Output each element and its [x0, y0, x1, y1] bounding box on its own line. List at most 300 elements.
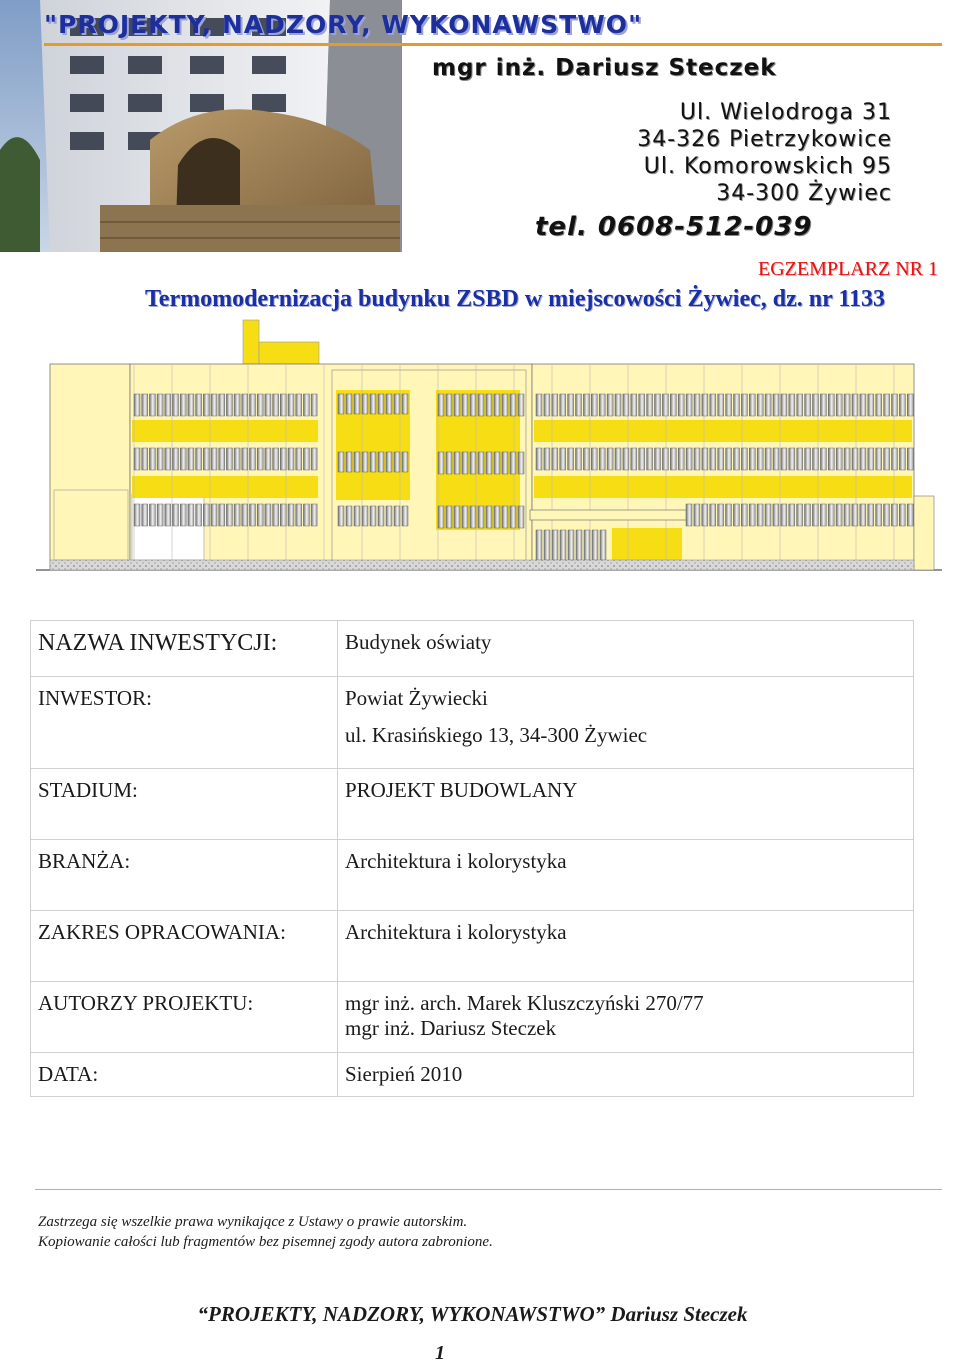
facade-window — [280, 504, 286, 526]
facade-window — [749, 394, 755, 416]
facade-window — [165, 504, 171, 526]
facade-window — [265, 394, 271, 416]
facade-window — [346, 506, 352, 526]
facade-window — [876, 448, 882, 470]
facade-window — [710, 504, 716, 526]
facade-window — [446, 394, 452, 416]
facade-window — [462, 506, 468, 528]
facade-window — [726, 448, 732, 470]
facade-window — [494, 506, 500, 528]
facade-window — [173, 504, 179, 526]
copyright-line: Zastrzega się wszelkie prawa wynikające z Ustawy o prawie autorskim. — [38, 1214, 468, 1230]
table-value-cell — [338, 769, 914, 840]
facade-window — [686, 448, 692, 470]
facade-window — [694, 394, 700, 416]
facade-window — [134, 394, 140, 416]
facade-window — [250, 504, 256, 526]
facade-window — [510, 452, 516, 474]
facade-window — [899, 394, 905, 416]
investor-name: Powiat Żywiecki — [345, 686, 488, 710]
table-row — [31, 982, 914, 1053]
facade-window — [568, 394, 574, 416]
facade-window — [568, 530, 574, 560]
facade-window — [670, 448, 676, 470]
facade-window — [884, 394, 890, 416]
facade-window — [288, 394, 294, 416]
facade-window — [196, 448, 202, 470]
author-name: mgr inż. arch. Marek Kluszczyński 270/77 — [345, 991, 704, 1015]
facade-window — [142, 448, 148, 470]
facade-window — [518, 394, 524, 416]
facade-window — [749, 448, 755, 470]
facade-window — [591, 448, 597, 470]
facade-window — [552, 530, 558, 560]
facade-window — [311, 394, 317, 416]
table-row — [31, 840, 914, 911]
facade-window — [470, 452, 476, 474]
facade-window — [536, 448, 542, 470]
investment-value: Budynek oświaty — [345, 630, 492, 654]
table-label-cell — [31, 840, 338, 911]
facade-window — [536, 394, 542, 416]
facade-window — [226, 504, 232, 526]
facade-window — [265, 504, 271, 526]
facade-window — [686, 394, 692, 416]
facade-window — [631, 448, 637, 470]
facade-window — [180, 448, 186, 470]
facade-window — [394, 394, 400, 414]
facade-window — [402, 506, 408, 526]
table-row — [31, 621, 914, 677]
facade-window — [296, 394, 302, 416]
facade-window — [180, 504, 186, 526]
facade-window — [718, 504, 724, 526]
facade-window — [288, 448, 294, 470]
facade-window — [734, 394, 740, 416]
facade-window — [142, 504, 148, 526]
facade-window — [591, 394, 597, 416]
facade-window — [844, 448, 850, 470]
facade-window — [797, 394, 803, 416]
table-label-cell — [31, 621, 338, 677]
facade-window — [828, 504, 834, 526]
facade-window — [662, 448, 668, 470]
facade-window — [899, 448, 905, 470]
facade-window — [773, 504, 779, 526]
facade-window — [478, 506, 484, 528]
facade-window — [828, 448, 834, 470]
facade-window — [592, 530, 598, 560]
scope-label: ZAKRES OPRACOWANIA: — [38, 920, 286, 944]
facade-window — [884, 448, 890, 470]
facade-window — [536, 530, 542, 560]
facade-window — [891, 504, 897, 526]
table-label-cell — [31, 911, 338, 982]
facade-window — [188, 448, 194, 470]
facade-window — [781, 394, 787, 416]
facade-window — [694, 448, 700, 470]
facade-window — [655, 394, 661, 416]
facade-window — [502, 394, 508, 416]
facade-window — [789, 394, 795, 416]
facade-window — [188, 504, 194, 526]
facade-window — [446, 506, 452, 528]
facade-window — [234, 394, 240, 416]
facade-window — [741, 394, 747, 416]
copyright-notice — [38, 1212, 493, 1252]
facade-window — [454, 506, 460, 528]
banner-phone: tel. 0608-512-039 — [535, 212, 813, 242]
facade-window — [470, 394, 476, 416]
facade-window — [257, 448, 263, 470]
facade-window — [560, 448, 566, 470]
facade-window — [860, 448, 866, 470]
facade-window — [552, 394, 558, 416]
facade-window — [741, 448, 747, 470]
stage-value: PROJEKT BUDOWLANY — [345, 778, 578, 802]
facade-window — [907, 448, 913, 470]
facade-window — [196, 504, 202, 526]
facade-window — [860, 394, 866, 416]
facade-window — [234, 504, 240, 526]
facade-window — [710, 394, 716, 416]
facade-window — [844, 504, 850, 526]
table-value-cell — [338, 911, 914, 982]
facade-window — [462, 452, 468, 474]
facade-window — [702, 504, 708, 526]
facade-window — [370, 506, 376, 526]
table-label-cell — [31, 982, 338, 1053]
facade-window — [805, 448, 811, 470]
facade-window — [470, 506, 476, 528]
facade-window — [868, 448, 874, 470]
copy-number-label: EGZEMPLARZ NR 1 — [758, 258, 938, 280]
facade-window — [607, 448, 613, 470]
facade-window — [899, 504, 905, 526]
facade-window — [576, 530, 582, 560]
facade-window — [486, 506, 492, 528]
date-label: DATA: — [38, 1062, 99, 1086]
facade-window — [454, 394, 460, 416]
facade-window — [797, 448, 803, 470]
facade-window — [639, 448, 645, 470]
facade-window — [486, 394, 492, 416]
facade-window — [584, 530, 590, 560]
facade-window — [813, 448, 819, 470]
facade-window — [726, 504, 732, 526]
facade-window — [615, 448, 621, 470]
facade-window — [165, 448, 171, 470]
facade-window — [741, 504, 747, 526]
facade-window — [836, 504, 842, 526]
facade-window — [820, 504, 826, 526]
facade-window — [820, 448, 826, 470]
page-number: 1 — [435, 1342, 445, 1364]
facade-window — [173, 448, 179, 470]
facade-window — [338, 452, 344, 472]
facade-window — [478, 452, 484, 474]
facade-window — [518, 506, 524, 528]
facade-window — [234, 448, 240, 470]
facade-window — [378, 452, 384, 472]
facade-window — [280, 394, 286, 416]
date-value: Sierpień 2010 — [345, 1062, 463, 1086]
facade-window — [346, 394, 352, 414]
facade-window — [781, 504, 787, 526]
facade-window — [157, 394, 163, 416]
facade-window — [805, 504, 811, 526]
facade-window — [303, 448, 309, 470]
facade-window — [196, 394, 202, 416]
facade-window — [242, 504, 248, 526]
table-row — [31, 769, 914, 840]
facade-window — [765, 448, 771, 470]
facade-window — [694, 504, 700, 526]
branch-label: BRANŻA: — [38, 849, 131, 873]
facade-window — [576, 448, 582, 470]
facade-window — [402, 394, 408, 414]
facade-window — [311, 448, 317, 470]
facade-window — [852, 448, 858, 470]
facade-window — [142, 394, 148, 416]
table-row — [31, 677, 914, 769]
facade-window — [726, 394, 732, 416]
facade-window — [273, 448, 279, 470]
facade-window — [149, 448, 155, 470]
facade-window — [576, 394, 582, 416]
investment-label: NAZWA INWESTYCJI: — [38, 630, 278, 656]
facade-window — [757, 504, 763, 526]
copyright-line: Kopiowanie całości lub fragmentów bez pisemnej zgody autora zabronione. — [38, 1234, 493, 1250]
facade-window — [560, 530, 566, 560]
facade-window — [907, 394, 913, 416]
facade-window — [812, 504, 818, 526]
facade-window — [510, 394, 516, 416]
facade-window — [623, 394, 629, 416]
facade-window — [502, 452, 508, 474]
address-line: Ul. Komorowskich 95 — [643, 154, 892, 179]
facade-window — [678, 448, 684, 470]
facade-window — [892, 394, 898, 416]
facade-window — [544, 530, 550, 560]
facade-window — [568, 448, 574, 470]
facade-window — [311, 504, 317, 526]
facade-window — [876, 394, 882, 416]
facade-window — [354, 452, 360, 472]
facade-window — [149, 394, 155, 416]
facade-window — [242, 394, 248, 416]
facade-window — [386, 452, 392, 472]
facade-window — [265, 448, 271, 470]
facade-window — [789, 504, 795, 526]
facade-window — [203, 394, 209, 416]
header-banner — [0, 0, 960, 255]
facade-window — [757, 448, 763, 470]
facade-window — [386, 506, 392, 526]
table-value-cell — [338, 1053, 914, 1097]
facade-window — [583, 448, 589, 470]
facade-window — [226, 394, 232, 416]
facade-window — [354, 394, 360, 414]
table-row — [31, 911, 914, 982]
facade-window — [211, 504, 217, 526]
facade-window — [402, 452, 408, 472]
table-value-cell — [338, 840, 914, 911]
facade-window — [836, 394, 842, 416]
facade-window — [647, 394, 653, 416]
footer-divider — [35, 1189, 942, 1190]
facade-window — [211, 394, 217, 416]
stage-label: STADIUM: — [38, 778, 138, 802]
table-value-cell — [338, 982, 914, 1053]
investor-address: ul. Krasińskiego 13, 34-300 Żywiec — [345, 723, 648, 747]
facade-window — [257, 394, 263, 416]
facade-window — [639, 394, 645, 416]
facade-window — [338, 394, 344, 414]
facade-window — [386, 394, 392, 414]
facade-window — [362, 506, 368, 526]
facade-window — [734, 448, 740, 470]
address-line: 34-326 Pietrzykowice — [637, 127, 892, 152]
facade-window — [219, 504, 225, 526]
facade-window — [702, 448, 708, 470]
facade-window — [303, 504, 309, 526]
facade-window — [583, 394, 589, 416]
facade-window — [765, 394, 771, 416]
facade-window — [226, 448, 232, 470]
facade-window — [544, 394, 550, 416]
facade-window — [180, 394, 186, 416]
facade-window — [844, 394, 850, 416]
facade-window — [599, 448, 605, 470]
table-label-cell — [31, 1053, 338, 1097]
facade-window — [789, 448, 795, 470]
facade-elevation-drawing — [36, 318, 942, 576]
facade-window — [438, 506, 444, 528]
table-value-cell — [338, 621, 914, 677]
facade-window — [250, 394, 256, 416]
facade-window — [828, 394, 834, 416]
facade-window — [219, 394, 225, 416]
facade-window — [884, 504, 890, 526]
facade-window — [836, 448, 842, 470]
footer-company: “PROJEKTY, NADZORY, WYKONAWSTWO” Dariusz Steczek — [197, 1302, 748, 1326]
facade-window — [544, 448, 550, 470]
facade-window — [370, 452, 376, 472]
table-label-cell — [31, 677, 338, 769]
address-line: Ul. Wielodroga 31 — [679, 100, 892, 125]
facade-window — [733, 504, 739, 526]
facade-window — [670, 394, 676, 416]
facade-window — [710, 448, 716, 470]
investor-label: INWESTOR: — [38, 686, 152, 710]
facade-window — [599, 394, 605, 416]
banner-owner-name: mgr inż. Dariusz Steczek — [432, 55, 777, 81]
facade-window — [781, 448, 787, 470]
facade-window — [852, 394, 858, 416]
facade-window — [615, 394, 621, 416]
facade-window — [820, 394, 826, 416]
address-line: 34-300 Żywiec — [716, 181, 892, 206]
facade-window — [257, 504, 263, 526]
facade-window — [868, 504, 874, 526]
facade-window — [718, 394, 724, 416]
facade-window — [607, 394, 613, 416]
facade-window — [907, 504, 913, 526]
facade-window — [203, 448, 209, 470]
table-row — [31, 1053, 914, 1097]
facade-window — [702, 394, 708, 416]
facade-window — [173, 394, 179, 416]
facade-window — [362, 452, 368, 472]
facade-window — [378, 506, 384, 526]
banner-company-name: "PROJEKTY, NADZORY, WYKONAWSTWO" — [44, 10, 643, 39]
facade-window — [354, 506, 360, 526]
table-value-cell — [338, 677, 914, 769]
table-label-cell — [31, 769, 338, 840]
project-info-table — [30, 620, 914, 1097]
facade-window — [797, 504, 803, 526]
authors-label: AUTORZY PROJEKTU: — [38, 991, 254, 1015]
facade-window — [773, 448, 779, 470]
banner-divider — [44, 43, 942, 46]
facade-window — [860, 504, 866, 526]
facade-window — [478, 394, 484, 416]
facade-window — [655, 448, 661, 470]
facade-window — [288, 504, 294, 526]
author-name: mgr inż. Dariusz Steczek — [345, 1016, 557, 1040]
facade-window — [773, 394, 779, 416]
facade-window — [134, 448, 140, 470]
scope-value: Architektura i kolorystyka — [345, 920, 567, 944]
facade-window — [678, 394, 684, 416]
facade-window — [303, 394, 309, 416]
facade-window — [892, 448, 898, 470]
facade-window — [219, 448, 225, 470]
facade-window — [438, 394, 444, 416]
facade-window — [552, 448, 558, 470]
facade-window — [502, 506, 508, 528]
facade-window — [662, 394, 668, 416]
facade-window — [338, 506, 344, 526]
facade-window — [631, 394, 637, 416]
facade-window — [188, 394, 194, 416]
facade-window — [370, 394, 376, 414]
facade-window — [623, 448, 629, 470]
facade-window — [242, 448, 248, 470]
facade-window — [438, 452, 444, 474]
facade-window — [718, 448, 724, 470]
facade-window — [518, 452, 524, 474]
facade-window — [686, 504, 692, 526]
facade-window — [647, 448, 653, 470]
facade-window — [149, 504, 155, 526]
facade-window — [394, 506, 400, 526]
facade-window — [852, 504, 858, 526]
branch-value: Architektura i kolorystyka — [345, 849, 567, 873]
facade-window — [134, 504, 140, 526]
facade-window — [494, 394, 500, 416]
facade-window — [157, 448, 163, 470]
document-title: Termomodernizacja budynku ZSBD w miejscowości Żywiec, dz. nr 1133 — [144, 286, 885, 312]
facade-window — [165, 394, 171, 416]
facade-window — [296, 448, 302, 470]
facade-window — [454, 452, 460, 474]
facade-window — [494, 452, 500, 474]
facade-window — [486, 452, 492, 474]
facade-window — [280, 448, 286, 470]
facade-window — [362, 394, 368, 414]
